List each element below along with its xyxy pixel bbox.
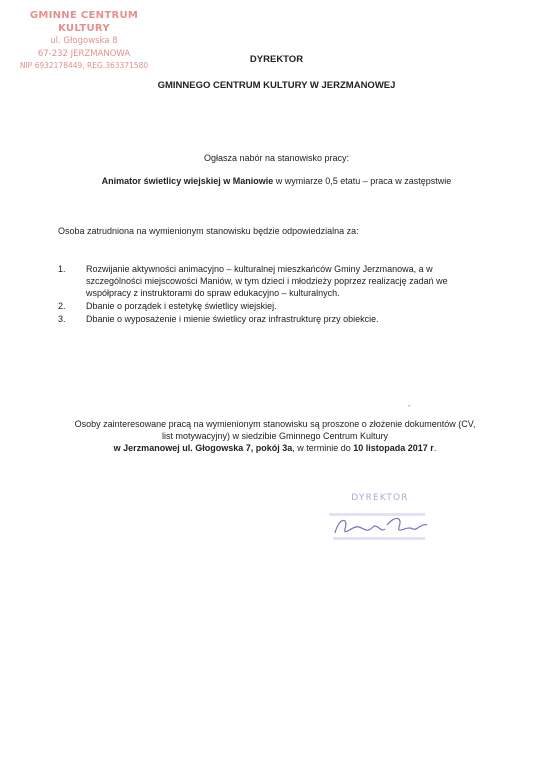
announcement-intro: Ogłasza nabór na stanowisko pracy: <box>203 153 350 163</box>
closing-end: . <box>433 443 437 453</box>
signature-stamp <box>325 493 435 503</box>
handwritten-signature <box>325 503 435 545</box>
position-line <box>0 175 553 187</box>
list-item <box>58 300 448 312</box>
list-item <box>58 263 448 299</box>
list-item <box>58 313 448 325</box>
list-item-text: Dbanie o wyposażenie i mienie świetlicy oraz infrastrukturę przy obiekcie. <box>86 314 379 324</box>
closing-paragraph <box>70 418 480 454</box>
list-item-text: Rozwijanie aktywności animacyjno – kulturalnej mieszkańców Gminy Jerzmanowa, a w szczególności miejscowości Maniów, w tym dzieci i młodzieży poprzez realizację zadań we współpracy z instruktorami do spraw edukacyjno – kulturalnych. <box>86 264 448 298</box>
stamp-street: ul. Głogowska 8 <box>50 36 118 46</box>
stamp-ids: NIP 6932178449, REG.363371580 <box>19 61 149 70</box>
stamp-city: 67-232 JERZMANOWA <box>37 48 131 59</box>
list-item-text: Dbanie o porządek i estetykę świetlicy wiejskiej. <box>86 301 277 311</box>
closing-text: Osoby zainteresowane pracą na wymienionym stanowisku są proszone o złożenie dokumentów (CV, list motywacyjny) w siedzibie Gminnego Centrum Kultury <box>74 419 476 441</box>
list-item-number: 2. <box>58 301 66 311</box>
list-item-number: 1. <box>58 264 66 274</box>
closing-mid: , w terminie do <box>292 443 354 453</box>
responsibilities-intro: Osoba zatrudniona na wymienionym stanowisku będzie odpowiedzialna za: <box>58 226 359 236</box>
position-details: w wymiarze 0,5 etatu – praca w zastępstwie <box>273 176 452 186</box>
stray-mark: ´ <box>408 404 411 414</box>
document-title: DYREKTOR <box>249 54 304 65</box>
document-subtitle: GMINNEGO CENTRUM KULTURY W JERZMANOWEJ <box>157 80 396 91</box>
closing-deadline: 10 listopada 2017 r <box>353 443 434 453</box>
position-name: Animator świetlicy wiejskiej w Maniowie <box>101 176 274 186</box>
closing-address: w Jerzmanowej ul. Głogowska 7, pokój 3a <box>113 443 293 453</box>
duties-list <box>58 263 448 326</box>
stamp-name: GMINNE CENTRUM KULTURY <box>29 10 139 34</box>
signature-title: DYREKTOR <box>351 493 409 503</box>
list-item-number: 3. <box>58 314 66 324</box>
